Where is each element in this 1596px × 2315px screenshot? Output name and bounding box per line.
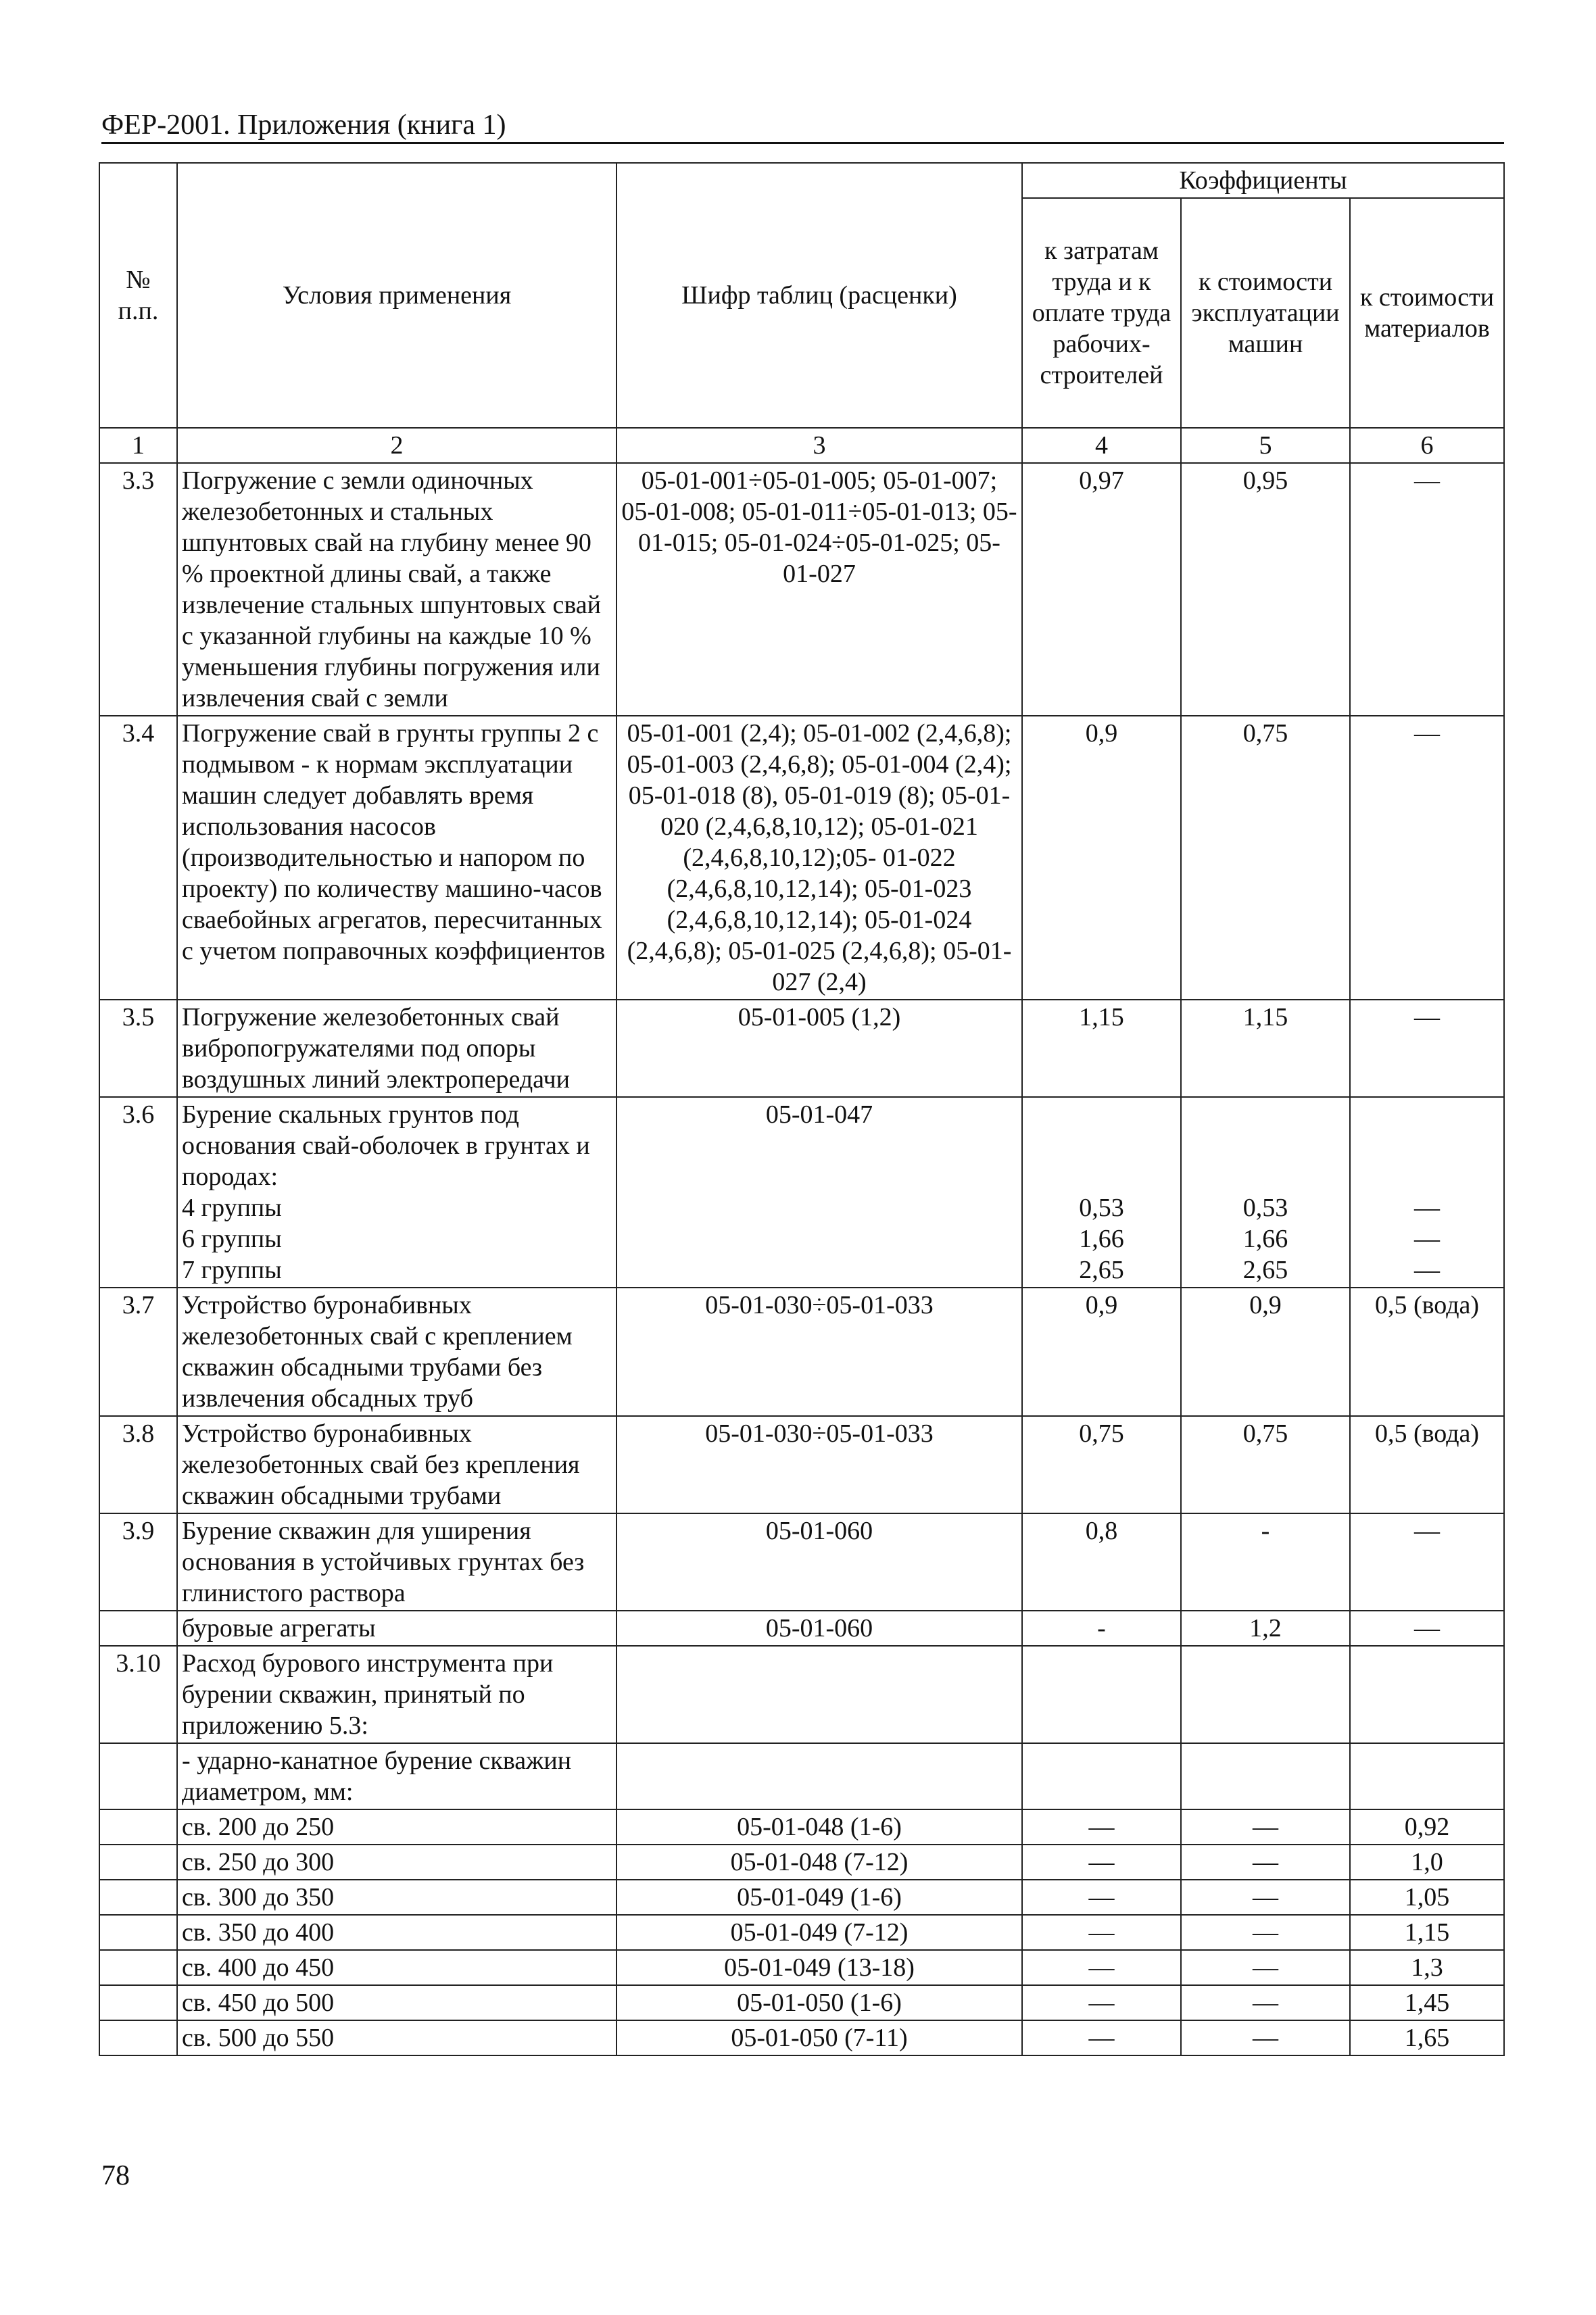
table-row <box>99 1513 1504 1611</box>
row-labor: 0,9 <box>1022 1288 1181 1416</box>
spacer <box>1355 1099 1499 1192</box>
row-number <box>99 1915 177 1950</box>
row-number: 3.6 <box>99 1097 177 1288</box>
row-labor: - <box>1022 1611 1181 1646</box>
row-number <box>99 1809 177 1845</box>
row-labor: 0,75 <box>1022 1416 1181 1513</box>
row-machines: - <box>1181 1513 1350 1611</box>
row-number: 3.8 <box>99 1416 177 1513</box>
row-number <box>99 1611 177 1646</box>
row-materials: — <box>1350 716 1504 1000</box>
row-machines: 0,75 <box>1181 1416 1350 1513</box>
sub-row-conditions: 6 группы <box>182 1225 282 1253</box>
row-conditions-text: св. 500 до 550 <box>182 2024 335 2052</box>
row-conditions <box>177 1646 616 1743</box>
column-number: 6 <box>1350 428 1504 463</box>
row-number <box>99 1845 177 1880</box>
row-materials: 1,45 <box>1350 1985 1504 2020</box>
row-machines <box>1181 1097 1350 1288</box>
row-labor <box>1022 1646 1181 1743</box>
row-cipher: 05-01-030÷05-01-033 <box>616 1416 1022 1513</box>
row-conditions <box>177 716 616 1000</box>
sub-row-labor: 2,65 <box>1079 1256 1124 1284</box>
header-conditions: Условия применения <box>177 163 616 428</box>
row-conditions-text: св. 400 до 450 <box>182 1953 335 1982</box>
row-materials: 1,0 <box>1350 1845 1504 1880</box>
row-conditions <box>177 2020 616 2055</box>
row-materials: 0,92 <box>1350 1809 1504 1845</box>
row-number <box>99 1880 177 1915</box>
row-machines: 1,2 <box>1181 1611 1350 1646</box>
row-cipher: 05-01-005 (1,2) <box>616 1000 1022 1097</box>
row-conditions <box>177 1000 616 1097</box>
row-conditions-text: Погружение с земли одиночных железобетонных и стальных шпунтовых свай на глубину менее 90 % проектной длины свай, а также извлечение стальных шпунтовых свай с указанной глубины на каждые 10 % уменьшения глубины погружения или извлечения свай с земли <box>182 466 602 712</box>
header-labor: к затратам труда и к оплате труда рабочих-строителей <box>1022 198 1181 428</box>
row-materials: — <box>1350 1000 1504 1097</box>
row-cipher: 05-01-048 (1-6) <box>616 1809 1022 1845</box>
row-materials: — <box>1350 1513 1504 1611</box>
row-cipher: 05-01-050 (7-11) <box>616 2020 1022 2055</box>
table-row <box>99 1288 1504 1416</box>
row-cipher: 05-01-049 (7-12) <box>616 1915 1022 1950</box>
row-labor: — <box>1022 1809 1181 1845</box>
row-number <box>99 1743 177 1809</box>
column-number: 5 <box>1181 428 1350 463</box>
sub-row-conditions: 4 группы <box>182 1194 282 1222</box>
row-conditions <box>177 1611 616 1646</box>
coefficients-table <box>99 162 1505 2056</box>
table-row <box>99 1743 1504 1809</box>
table-row <box>99 1809 1504 1845</box>
table-row <box>99 1985 1504 2020</box>
row-conditions-text: Устройство буронабивных железобетонных свай без крепления скважин обсадными трубами <box>182 1419 580 1510</box>
row-machines: 0,95 <box>1181 463 1350 716</box>
row-conditions-text: Расход бурового инструмента при бурении скважин, принятый по приложению 5.3: <box>182 1649 554 1740</box>
row-number: 3.4 <box>99 716 177 1000</box>
row-machines: — <box>1181 1985 1350 2020</box>
row-conditions-text: св. 450 до 500 <box>182 1989 335 2017</box>
row-machines: 0,75 <box>1181 716 1350 1000</box>
table-head <box>99 163 1504 463</box>
row-number: 3.10 <box>99 1646 177 1743</box>
row-cipher: 05-01-049 (1-6) <box>616 1880 1022 1915</box>
row-conditions <box>177 1097 616 1288</box>
table-body <box>99 463 1504 2055</box>
sub-row-machines: 0,53 <box>1242 1194 1288 1222</box>
row-conditions-text: св. 300 до 350 <box>182 1883 335 1911</box>
row-labor: 1,15 <box>1022 1000 1181 1097</box>
row-materials: 0,5 (вода) <box>1350 1288 1504 1416</box>
row-materials: 1,65 <box>1350 2020 1504 2055</box>
row-cipher: 05-01-001 (2,4); 05-01-002 (2,4,6,8); 05-01-003 (2,4,6,8); 05-01-004 (2,4); 05-01-018 (8), 05-01-019 (8); 05-01-020 (2,4,6,8,10,12); 05-01-021 (2,4,6,8,10,12);05- 01-022 (2,4,6,8,10,12,14); 05-01-023 (2,4,6,8,10,12,14); 05-01-024 (2,4,6,8); 05-01-025 (2,4,6,8); 05-01-027 (2,4) <box>616 716 1022 1000</box>
row-cipher: 05-01-047 <box>616 1097 1022 1288</box>
spacer <box>1186 1099 1345 1192</box>
row-machines: — <box>1181 1880 1350 1915</box>
row-cipher: 05-01-001÷05-01-005; 05-01-007; 05-01-008; 05-01-011÷05-01-013; 05-01-015; 05-01-024÷05-01-025; 05-01-027 <box>616 463 1022 716</box>
row-cipher: 05-01-050 (1-6) <box>616 1985 1022 2020</box>
row-materials: — <box>1350 1611 1504 1646</box>
row-labor: — <box>1022 1880 1181 1915</box>
row-materials: 1,15 <box>1350 1915 1504 1950</box>
table-row <box>99 1880 1504 1915</box>
sub-row-machines: 1,66 <box>1242 1225 1288 1253</box>
row-conditions-text: - ударно-канатное бурение скважин диаметром, мм: <box>182 1747 572 1806</box>
row-labor: 0,8 <box>1022 1513 1181 1611</box>
row-cipher: 05-01-048 (7-12) <box>616 1845 1022 1880</box>
row-machines <box>1181 1743 1350 1809</box>
row-conditions <box>177 1288 616 1416</box>
column-number: 1 <box>99 428 177 463</box>
row-labor: — <box>1022 1845 1181 1880</box>
sub-row-materials: — <box>1414 1225 1440 1253</box>
row-conditions <box>177 463 616 716</box>
row-conditions-text: Погружение железобетонных свай вибропогружателями под опоры воздушных линий электропередачи <box>182 1003 570 1094</box>
row-cipher: 05-01-049 (13-18) <box>616 1950 1022 1985</box>
table-row <box>99 1845 1504 1880</box>
header-cipher: Шифр таблиц (расценки) <box>616 163 1022 428</box>
header-rule <box>101 142 1504 144</box>
sub-row-labor: 1,66 <box>1079 1225 1124 1253</box>
row-conditions <box>177 1880 616 1915</box>
running-header: ФЕР-2001. Приложения (книга 1) <box>101 109 506 141</box>
row-machines: — <box>1181 1809 1350 1845</box>
row-conditions <box>177 1950 616 1985</box>
row-machines: — <box>1181 1845 1350 1880</box>
column-number: 3 <box>616 428 1022 463</box>
row-materials <box>1350 1097 1504 1288</box>
row-labor: — <box>1022 1915 1181 1950</box>
row-number: 3.7 <box>99 1288 177 1416</box>
row-conditions-text: Устройство буронабивных железобетонных свай с креплением скважин обсадными трубами без извлечения обсадных труб <box>182 1291 573 1413</box>
row-cipher <box>616 1743 1022 1809</box>
row-materials: 1,05 <box>1350 1880 1504 1915</box>
header-num: № п.п. <box>99 163 177 428</box>
row-number <box>99 1950 177 1985</box>
row-conditions-text: Бурение скальных грунтов под основания свай-оболочек в грунтах и породах: <box>182 1100 590 1191</box>
table-row <box>99 1000 1504 1097</box>
header-coefficients: Коэффициенты <box>1022 163 1504 198</box>
table-row <box>99 1915 1504 1950</box>
row-conditions <box>177 1513 616 1611</box>
row-conditions <box>177 1809 616 1845</box>
row-materials: 0,5 (вода) <box>1350 1416 1504 1513</box>
table-row <box>99 1611 1504 1646</box>
table-row <box>99 2020 1504 2055</box>
row-conditions-text: Бурение скважин для уширения основания в устойчивых грунтах без глинистого раствора <box>182 1517 585 1607</box>
row-number: 3.9 <box>99 1513 177 1611</box>
row-materials: — <box>1350 463 1504 716</box>
row-conditions-text: св. 200 до 250 <box>182 1813 335 1841</box>
sub-row-labor: 0,53 <box>1079 1194 1124 1222</box>
row-machines: 0,9 <box>1181 1288 1350 1416</box>
table-row <box>99 1416 1504 1513</box>
sub-row-conditions: 7 группы <box>182 1256 282 1284</box>
row-materials <box>1350 1743 1504 1809</box>
table-row <box>99 463 1504 716</box>
row-machines: — <box>1181 1950 1350 1985</box>
table-row <box>99 1950 1504 1985</box>
row-conditions <box>177 1915 616 1950</box>
row-labor: 0,9 <box>1022 716 1181 1000</box>
header-materials: к стоимости материалов <box>1350 198 1504 428</box>
row-number: 3.3 <box>99 463 177 716</box>
row-number: 3.5 <box>99 1000 177 1097</box>
header-machines: к стоимости эксплуатации машин <box>1181 198 1350 428</box>
row-labor: 0,97 <box>1022 463 1181 716</box>
sub-row-machines: 2,65 <box>1242 1256 1288 1284</box>
row-cipher <box>616 1646 1022 1743</box>
row-number <box>99 2020 177 2055</box>
row-cipher: 05-01-060 <box>616 1611 1022 1646</box>
row-cipher: 05-01-030÷05-01-033 <box>616 1288 1022 1416</box>
row-conditions <box>177 1845 616 1880</box>
row-conditions-text: Погружение свай в грунты группы 2 с подмывом - к нормам эксплуатации машин следует добавлять время использования насосов (производительностью и напором по проекту) по количеству машино-часов сваебойных агрегатов, пересчитанных с учетом поправочных коэффициентов <box>182 719 606 965</box>
row-conditions <box>177 1743 616 1809</box>
row-labor <box>1022 1097 1181 1288</box>
row-machines: — <box>1181 2020 1350 2055</box>
row-labor: — <box>1022 2020 1181 2055</box>
row-conditions <box>177 1985 616 2020</box>
row-conditions <box>177 1416 616 1513</box>
sub-row-materials: — <box>1414 1256 1440 1284</box>
row-cipher: 05-01-060 <box>616 1513 1022 1611</box>
table-row <box>99 1097 1504 1288</box>
row-conditions-text: буровые агрегаты <box>182 1614 376 1642</box>
table-row <box>99 716 1504 1000</box>
row-conditions-text: св. 250 до 300 <box>182 1848 335 1876</box>
row-machines <box>1181 1646 1350 1743</box>
row-number <box>99 1985 177 2020</box>
row-labor <box>1022 1743 1181 1809</box>
spacer <box>1027 1099 1176 1192</box>
row-conditions-text: св. 350 до 400 <box>182 1918 335 1947</box>
row-machines: 1,15 <box>1181 1000 1350 1097</box>
row-labor: — <box>1022 1985 1181 2020</box>
row-materials: 1,3 <box>1350 1950 1504 1985</box>
row-labor: — <box>1022 1950 1181 1985</box>
row-materials <box>1350 1646 1504 1743</box>
row-machines: — <box>1181 1915 1350 1950</box>
column-number: 2 <box>177 428 616 463</box>
column-number: 4 <box>1022 428 1181 463</box>
column-number-row <box>99 428 1504 463</box>
page-number: 78 <box>101 2160 130 2191</box>
sub-row-materials: — <box>1414 1194 1440 1222</box>
table-row <box>99 1646 1504 1743</box>
